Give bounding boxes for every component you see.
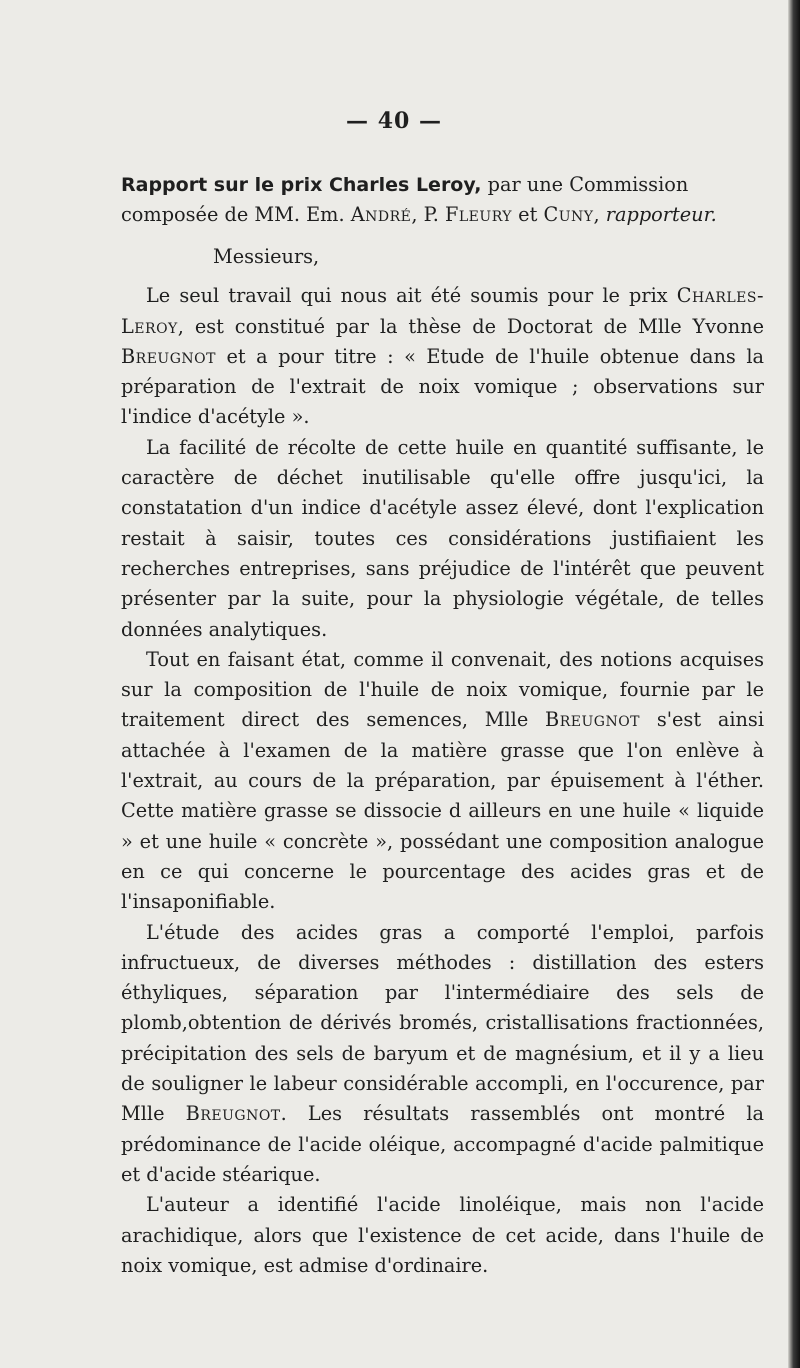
member-name: Cuny [543,203,594,226]
body-text [121,170,764,1281]
member-name: André [350,203,412,226]
salutation: Messieurs, [213,245,320,268]
paragraph: Tout en faisant état, comme il convenait, des notions acquises sur la composition de l'huile de noix vomique, fournie par le traitement direct des semences, Mlle Breugnot s'est ainsi attachée à l'examen de la matière grasse que l'on enlève à l'extrait, au cours de la préparation, par épuisement à l'éther. Cette matière grasse se dissocie d ailleurs en une huile « liquide » et une huile « concrète », possédant une composition analogue en ce qui concerne le pourcentage des acides gras et de l'insaponifiable. [121,647,764,914]
paragraph: L'étude des acides gras a comporté l'emploi, parfois infructueux, de diverses méthodes : distillation des esters éthyliques, séparation par l'intermédiaire des sels de plomb,obtention de dérivés bromés, cristallisations fractionnées, précipitation des sels de baryum et de magnésium, et il y a lieu de souligner le labeur considérable accompli, en l'occurence, par Mlle Breugnot. Les résultats rassemblés ont montré la prédominance de l'acide oléique, accompagné d'acide palmitique et d'acide stéarique. [121,920,764,1186]
page-number: — 40 — [346,108,442,134]
author-name: Breugnot [121,344,216,368]
author-name: Breugnot [185,1102,281,1126]
report-title: Rapport sur le prix Charles Leroy, [121,174,482,196]
member-name: Fleury [445,203,513,226]
author-name: Breugnot [545,708,641,732]
prize-name: Charles-Leroy [121,284,764,338]
rapporteur-label: rapporteur. [605,203,717,226]
paragraph: La facilité de récolte de cette huile en quantité suffisante, le caractère de déchet inutilisable qu'elle offre jusqu'ici, la constatation d'un indice d'acétyle assez élevé, dont l'explication restait à saisir, toutes ces considérations justifiaient les recherches entreprises, sans préjudice de l'intérêt que peuvent présenter par la suite, pour la physiologie végétale, de telles données analytiques. [121,435,764,641]
report-heading: Rapport sur le prix Charles Leroy, par une Commission composée de MM. Em. André, P. Fleury et Cuny, rapporteur. [121,173,717,226]
book-binding-edge [788,0,800,1368]
paragraph: Le seul travail qui nous ait été soumis pour le prix Charles-Leroy, est constitué par la thèse de Doctorat de Mlle Yvonne Breugnot et a pour titre : « Etude de l'huile obtenue dans la préparation de l'extrait de noix vomique ; observations sur l'indice d'acétyle ». [121,284,764,429]
paragraph: L'auteur a identifié l'acide linoléique, mais non l'acide arachidique, alors que l'existence de cet acide, dans l'huile de noix vomique, est admise d'ordinaire. [121,1193,764,1277]
